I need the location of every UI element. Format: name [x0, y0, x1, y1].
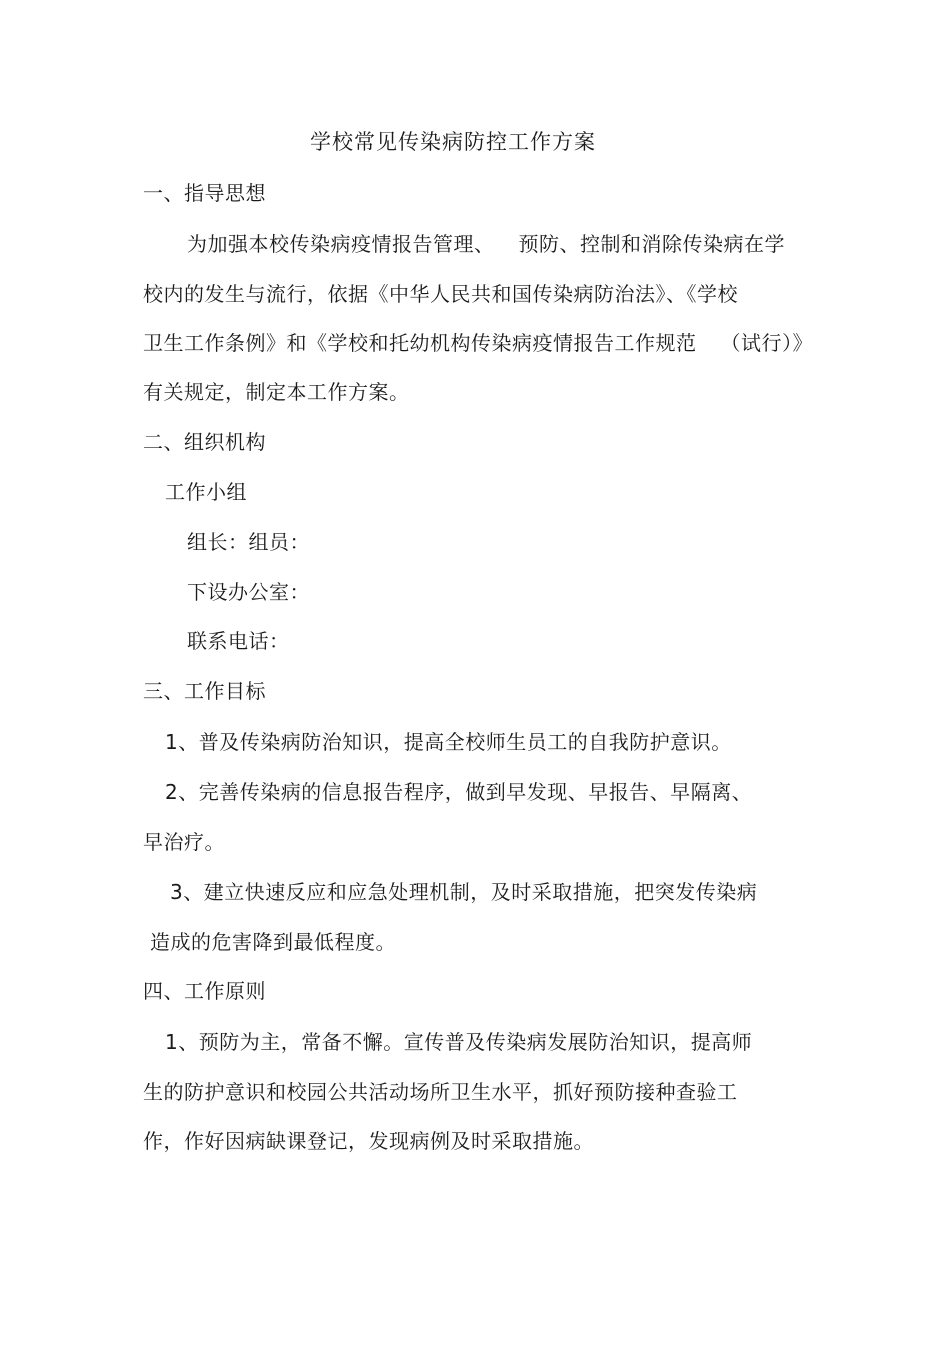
- phone-label: 联系电话：: [187, 629, 290, 653]
- list-item: 2、完善传染病的信息报告程序，做到早发现、早报告、早隔离、: [165, 780, 753, 804]
- list-item-continuation: 早治疗。: [143, 830, 225, 854]
- list-item: 1、普及传染病防治知识，提高全校师生员工的自我防护意识。: [165, 730, 732, 754]
- section-heading-principles: 四、工作原则: [143, 979, 266, 1003]
- paragraph-text: 预防、控制和消除传染病在学: [518, 232, 785, 256]
- paragraph-line: 有关规定，制定本工作方案。: [143, 380, 410, 404]
- section-heading-guiding-ideology: 一、指导思想: [143, 181, 266, 205]
- list-item-continuation: 作，作好因病缺课登记，发现病例及时采取措施。: [143, 1129, 594, 1153]
- document-title: 学校常见传染病防控工作方案: [310, 130, 596, 154]
- paragraph-line: [187, 231, 785, 257]
- list-item: 3、建立快速反应和应急处理机制，及时采取措施，把突发传染病: [170, 880, 758, 904]
- paragraph-text: （试行）》: [720, 331, 813, 355]
- office-label: 下设办公室：: [187, 580, 310, 604]
- section-heading-organization: 二、组织机构: [143, 430, 266, 454]
- paragraph-text: 卫生工作条例》和《学校和托幼机构传染病疫情报告工作规范: [143, 331, 697, 355]
- paragraph-text: 为加强本校传染病疫情报告管理、: [187, 232, 495, 256]
- list-item-continuation: 造成的危害降到最低程度。: [150, 930, 396, 954]
- paragraph-line: 校内的发生与流行，依据《中华人民共和国传染病防治法》、《学校: [143, 282, 738, 306]
- list-item: 1、预防为主，常备不懈。宣传普及传染病发展防治知识，提高师: [165, 1030, 753, 1054]
- paragraph-line: [143, 330, 813, 356]
- members-label: 组长：组员：: [187, 530, 310, 554]
- list-item-continuation: 生的防护意识和校园公共活动场所卫生水平，抓好预防接种查验工: [143, 1080, 738, 1104]
- section-heading-goals: 三、工作目标: [143, 679, 266, 703]
- work-group-label: 工作小组: [165, 480, 247, 504]
